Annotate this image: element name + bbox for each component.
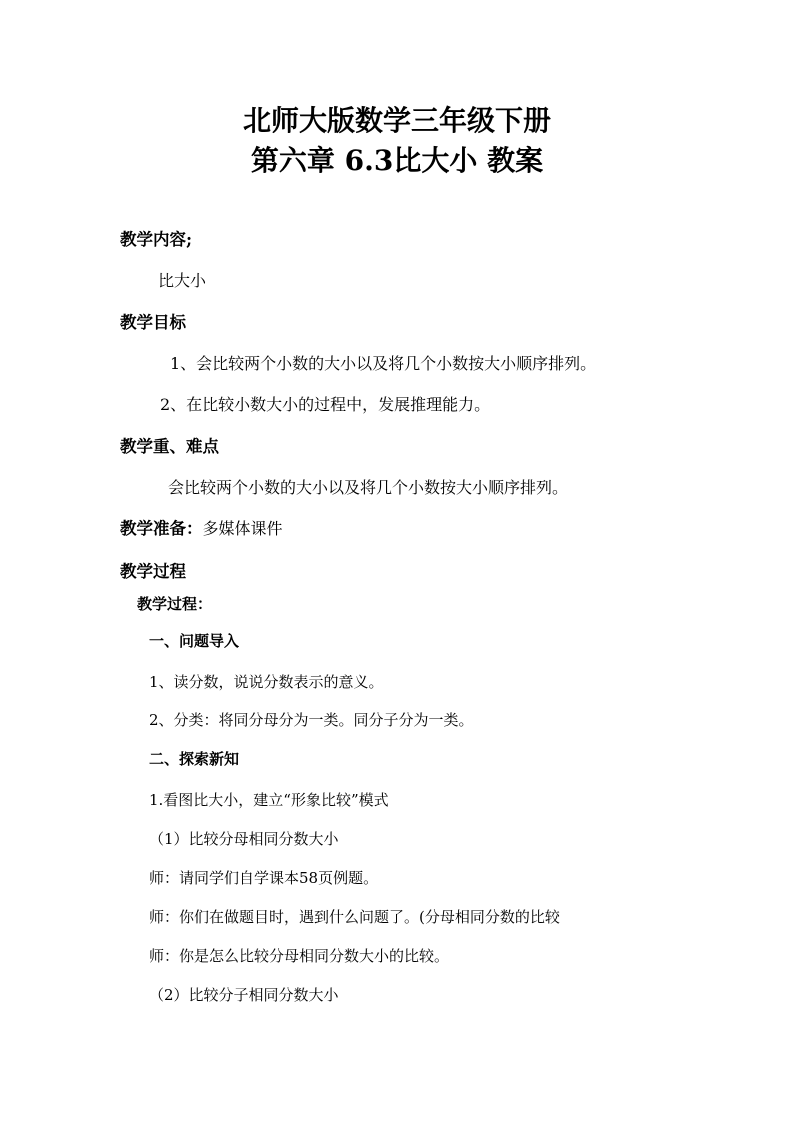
teacher-line-3: 师：你是怎么比较分母相同分数大小的比较。 bbox=[149, 947, 450, 965]
process-heading: 教学过程 bbox=[120, 562, 186, 581]
section-2-heading: 二、探索新知 bbox=[149, 750, 240, 768]
section-2-subitem-1: （1）比较分母相同分数大小 bbox=[149, 830, 339, 848]
key-points-heading: 教学重、难点 bbox=[120, 437, 219, 456]
section-1-item-2: 2、分类：将同分母分为一类。同分子分为一类。 bbox=[149, 711, 474, 729]
document-title: 北师大版数学三年级下册 bbox=[242, 104, 551, 137]
section-1-heading: 一、问题导入 bbox=[149, 632, 240, 650]
prep-body: 多媒体课件 bbox=[202, 519, 283, 538]
prep-heading: 教学准备： bbox=[120, 519, 203, 538]
goals-heading: 教学目标 bbox=[120, 313, 186, 332]
section-1-item-1: 1、读分数，说说分数表示的意义。 bbox=[149, 673, 384, 691]
section-2-subitem-2: （2）比较分子相同分数大小 bbox=[149, 986, 339, 1004]
prep-line bbox=[120, 518, 283, 540]
goal-item-1: 1、会比较两个小数的大小以及将几个小数按大小顺序排列。 bbox=[170, 354, 597, 373]
key-points-body: 会比较两个小数的大小以及将几个小数按大小顺序排列。 bbox=[168, 478, 569, 497]
process-subheading: 教学过程： bbox=[137, 595, 213, 613]
section-2-item-1: 1.看图比大小，建立“形象比较”模式 bbox=[149, 791, 389, 809]
teacher-line-1: 师：请同学们自学课本58页例题。 bbox=[149, 869, 379, 887]
teacher-line-2: 师：你们在做题目时，遇到什么问题了。(分母相同分数的比较 bbox=[149, 908, 560, 926]
content-heading: 教学内容; bbox=[120, 230, 193, 249]
goal-item-2: 2、在比较小数大小的过程中，发展推理能力。 bbox=[160, 395, 491, 414]
content-body: 比大小 bbox=[158, 271, 207, 290]
document-subtitle: 第六章 6.3比大小 教案 bbox=[250, 144, 544, 177]
